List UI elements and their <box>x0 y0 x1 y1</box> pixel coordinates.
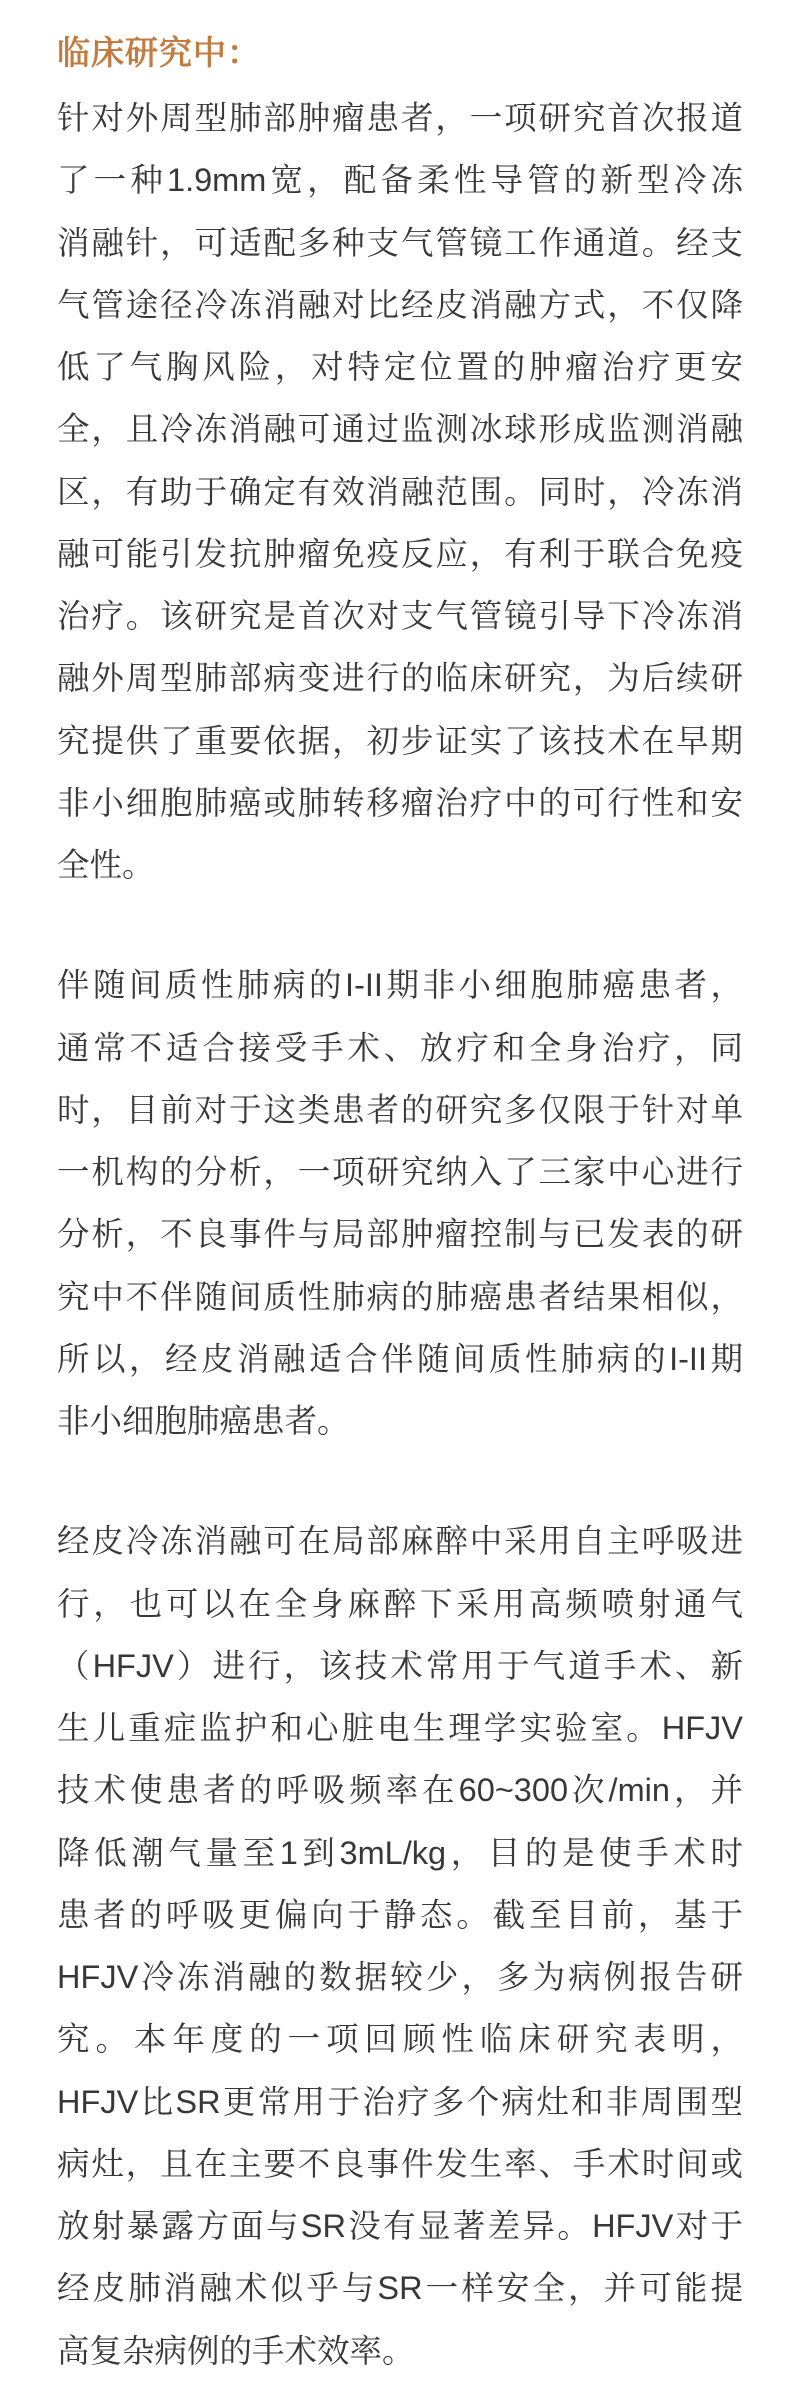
text-line: 了一种1.9mm宽，配备柔性导管的新型冷冻 <box>57 162 743 199</box>
text-line: 消融针，可适配多种支气管镜工作通道。经支 <box>57 224 743 261</box>
text-line: 经皮冷冻消融可在局部麻醉中采用自主呼吸进 <box>57 1523 743 1560</box>
text-line: 降低潮气量至1到3mL/kg，目的是使手术时 <box>57 1834 743 1871</box>
text-line: 病灶，且在主要不良事件发生率、手术时间或 <box>57 2145 743 2182</box>
text-line: 究。本年度的一项回顾性临床研究表明， <box>57 2021 743 2058</box>
text-line: 究中不伴随间质性肺病的肺癌患者结果相似， <box>57 1278 743 1315</box>
text-line: 融外周型肺部病变进行的临床研究，为后续研 <box>57 660 743 697</box>
paragraph <box>57 1510 743 2382</box>
text-line: 分析，不良事件与局部肿瘤控制与已发表的研 <box>57 1216 743 1253</box>
text-line: 行，也可以在全身麻醉下采用高频喷射通气 <box>57 1585 743 1622</box>
text-line: 针对外周型肺部肿瘤患者，一项研究首次报道 <box>57 100 743 136</box>
text-line: HFJV冷冻消融的数据较少，多为病例报告研 <box>57 1959 743 1995</box>
text-line: 区，有助于确定有效消融范围。同时，冷冻消 <box>57 473 743 510</box>
text-line: 非小细胞肺癌患者。 <box>57 1403 350 1439</box>
text-line: 高复杂病例的手术效率。 <box>57 2332 415 2369</box>
text-line: 放射暴露方面与SR没有显著差异。HFJV对于 <box>57 2208 743 2244</box>
text-line: 生儿重症监护和心脏电生理学实验室。HFJV <box>57 1710 743 1746</box>
text-line: 气管途径冷冻消融对比经皮消融方式，不仅降 <box>57 286 743 323</box>
text-line: 究提供了重要依据，初步证实了该技术在早期 <box>57 722 743 759</box>
text-line: 通常不适合接受手术、放疗和全身治疗，同 <box>57 1029 743 1066</box>
text-line: 全，且冷冻消融可通过监测冰球形成监测消融 <box>57 411 743 448</box>
article-body <box>57 87 743 2382</box>
text-line: 患者的呼吸更偏向于静态。截至目前，基于 <box>57 1896 743 1933</box>
text-line: 所以，经皮消融适合伴随间质性肺病的I-II期 <box>57 1340 743 1377</box>
text-line: 非小细胞肺癌或肺转移瘤治疗中的可行性和安 <box>57 784 743 821</box>
text-line: 融可能引发抗肿瘤免疫反应，有利于联合免疫 <box>57 535 743 572</box>
text-line: 伴随间质性肺病的I-II期非小细胞肺癌患者， <box>57 967 743 1004</box>
text-line: 技术使患者的呼吸频率在60~300次/min，并 <box>57 1772 743 1809</box>
text-line: 时，目前对于这类患者的研究多仅限于针对单 <box>57 1091 743 1128</box>
section-heading: 临床研究中： <box>57 34 261 71</box>
paragraph <box>57 954 743 1452</box>
text-line: 低了气胸风险，对特定位置的肿瘤治疗更安 <box>57 349 743 385</box>
text-line: 经皮肺消融术似乎与SR一样安全，并可能提 <box>57 2270 743 2307</box>
paragraph <box>57 87 743 896</box>
text-line: 全性。 <box>57 847 155 883</box>
text-line: 一机构的分析，一项研究纳入了三家中心进行 <box>57 1154 743 1190</box>
text-line: （HFJV）进行，该技术常用于气道手术、新 <box>57 1647 743 1684</box>
text-line: 治疗。该研究是首次对支气管镜引导下冷冻消 <box>57 598 743 634</box>
text-line: HFJV比SR更常用于治疗多个病灶和非周围型 <box>57 2083 743 2120</box>
